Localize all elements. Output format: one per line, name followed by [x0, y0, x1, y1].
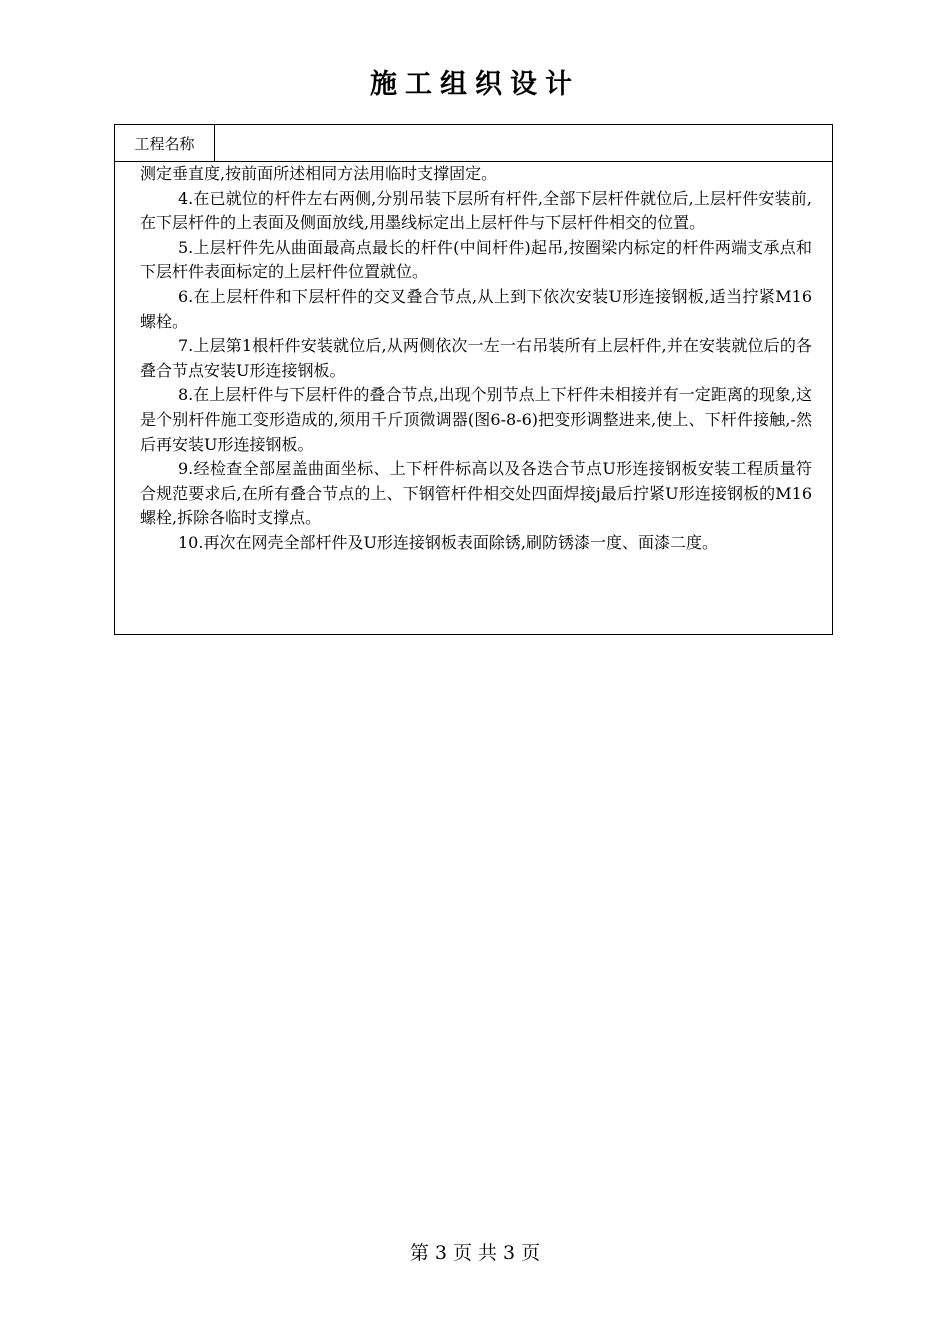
paragraph-step-8: 8.在上层杆件与下层杆件的叠合节点,出现个别节点上下杆件未相接并有一定距离的现象,这是个别杆件施工变形造成的,须用千斤顶微调器(图6-8-6)把变形调整进来,使上、下杆件接触,-然后再安装U形连接钢板。: [140, 385, 812, 454]
paragraph-step-9: 9.经检查全部屋盖曲面坐标、上下杆件标高以及各迭合节点U形连接钢板安装工程质量符合规范要求后,在所有叠合节点的上、下钢管杆件相交处四面焊接j最后拧紧U形连接钢板的M16螺栓,拆除各临时支撑点。: [140, 459, 812, 528]
project-name-value: [215, 125, 832, 161]
paragraph-step-5: 5.上层杆件先从曲面最高点最长的杆件(中间杆件)起吊,按圈梁内标定的杆件两端支承点和下层杆件表面标定的上层杆件位置就位。: [140, 237, 812, 282]
paragraph-step-4: 4.在已就位的杆件左右两侧,分别吊装下层所有杆件,全部下层杆件就位后,上层杆件安装前,在下层杆件的上表面及侧面放线,用墨线标定出上层杆件与下层杆件相交的位置。: [140, 188, 812, 233]
project-name-label: 工程名称: [115, 125, 215, 161]
project-name-row: [115, 125, 832, 162]
document-table: [114, 124, 833, 635]
paragraph-step-6: 6.在上层杆件和下层杆件的交叉叠合节点,从上到下依次安装U形连接钢板,适当拧紧M16螺栓。: [140, 286, 812, 331]
paragraph-step-7: 7.上层第1根杆件安装就位后,从两侧依次一左一右吊装所有上层杆件,并在安装就位后的各叠合节点安装U形连接钢板。: [140, 336, 812, 380]
document-body: [115, 162, 832, 556]
document-title: 施工组织设计: [370, 69, 580, 100]
page-footer: 第 3 页 共 3 页: [409, 1242, 541, 1264]
paragraph-continuation: 测定垂直度,按前面所述相同方法用临时支撑固定。: [140, 164, 498, 183]
paragraph-step-10: 10.再次在网壳全部杆件及U形连接钢板表面除锈,刷防锈漆一度、面漆二度。: [178, 532, 719, 552]
